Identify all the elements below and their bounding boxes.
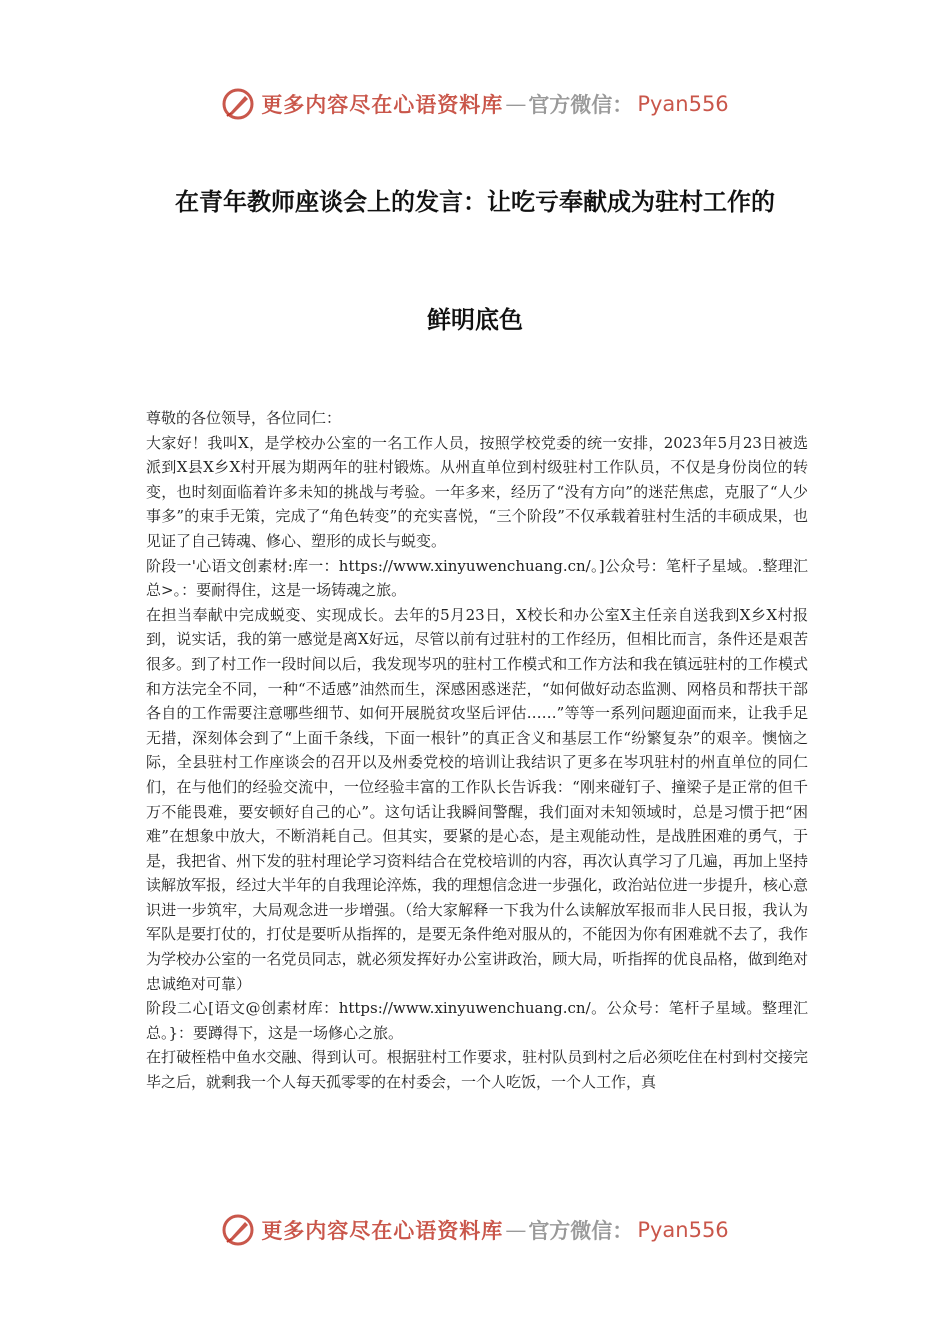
banner-text: 更多内容尽在心语资料库 bbox=[261, 92, 504, 117]
quill-logo-icon bbox=[221, 87, 255, 121]
wechat-label: 官方微信： bbox=[528, 92, 634, 117]
paragraph: 在打破桎梏中鱼水交融、得到认可。根据驻村工作要求，驻村队员到村之后必须吃住在村到村交接完毕之后，就剩我一个人每天孤零零的在村委会，一个人吃饭，一个人工作，真 bbox=[146, 1048, 808, 1092]
footer-watermark-banner bbox=[0, 1210, 950, 1250]
banner-separator: — bbox=[505, 92, 527, 116]
wechat-label: 官方微信： bbox=[528, 1218, 634, 1243]
wechat-account: Pyan556 bbox=[637, 1218, 729, 1242]
paragraph: 大家好！我叫X，是学校办公室的一名工作人员，按照学校党委的统一安排，2023年5月23日被选派到X县X乡X村开展为期两年的驻村锻炼。从州直单位到村级驻村工作队员，不仅是身份岗位的转变，也时刻面临着许多未知的挑战与考验。一年多来，经历了“没有方向”的迷茫焦虑，克服了“人少事多”的束手无策，完成了“角色转变”的充实喜悦，“三个阶段”不仅承载着驻村生活的丰硕成果，也见证了自己铸魂、修心、塑形的成长与蜕变。 bbox=[146, 433, 808, 550]
stage-two-heading: 阶段二心[语文@创素材库：https://www.xinyuwenchuang.cn/。公众号：笔杆子星域。整理汇总。}：要蹲得下，这是一场修心之旅。 bbox=[146, 999, 808, 1042]
wechat-account: Pyan556 bbox=[637, 92, 729, 116]
document-title-line2: 鲜明底色 bbox=[427, 305, 523, 334]
document-body bbox=[146, 406, 808, 1095]
document-title-line1: 在青年教师座谈会上的发言：让吃亏奉献成为驻村工作的 bbox=[175, 187, 775, 216]
quill-logo-icon bbox=[221, 1213, 255, 1247]
stage-one-heading: 阶段一'心语文创素材:库一：https://www.xinyuwenchuang.cn/。]公众号：笔杆子星域。.整理汇总>。：要耐得住，这是一场铸魂之旅。 bbox=[146, 556, 808, 600]
banner-separator: — bbox=[505, 1218, 527, 1242]
paragraph: 在担当奉献中完成蜕变、实现成长。去年的5月23日，X校长和办公室X主任亲自送我到X乡X村报到，说实话，我的第一感觉是离X好远，尽管以前有过驻村的工作经历，但相比而言，条件还是艰苦很多。到了村工作一段时间以后，我发现岑巩的驻村工作模式和工作方法和我在镇远驻村的工作模式和方法完全不同，一种“不适感”油然而生，深感困惑迷茫，“如何做好动态监测、网格员和帮扶干部各自的工作需要注意哪些细节、如何开展脱贫攻坚后评估……”等等一系列问题迎面而来，让我手足无措，深刻体会到了“上面千条线，下面一根针”的真正含义和基层工作“纷繁复杂”的艰辛。懊恼之际，全县驻村工作座谈会的召开以及州委党校的培训让我结识了更多在岑巩驻村的州直单位的同仁们，在与他们的经验交流中，一位经验丰富的工作队长告诉我：“刚来碰钉子、撞梁子是正常的但千万不能畏难，要安顿好自己的心”。这句话让我瞬间警醒，我们面对未知领域时，总是习惯于把“困难”在想象中放大，不断消耗自己。但其实，要紧的是心态，是主观能动性，是战胜困难的勇气，于是，我把省、州下发的驻村理论学习资料结合在党校培训的内容，再次认真学习了几遍，再加上坚持读解放军报，经过大半年的自我理论淬炼，我的理想信念进一步强化，政治站位进一步提升，核心意识进一步筑牢，大局观念进一步增强。（给大家解释一下我为什么读解放军报而非人民日报，我认为军队是要打仗的，打仗是要听从指挥的，是要无条件绝对服从的，不能因为你有困难就不去了，我作为学校办公室的一名党员同志，就必须发挥好办公室讲政治，顾大局，听指挥的优良品格，做到绝对忠诚绝对可靠） bbox=[146, 605, 808, 993]
salutation: 尊敬的各位领导，各位同仁： bbox=[146, 409, 342, 427]
header-watermark-banner bbox=[0, 84, 950, 124]
banner-text: 更多内容尽在心语资料库 bbox=[261, 1218, 504, 1243]
